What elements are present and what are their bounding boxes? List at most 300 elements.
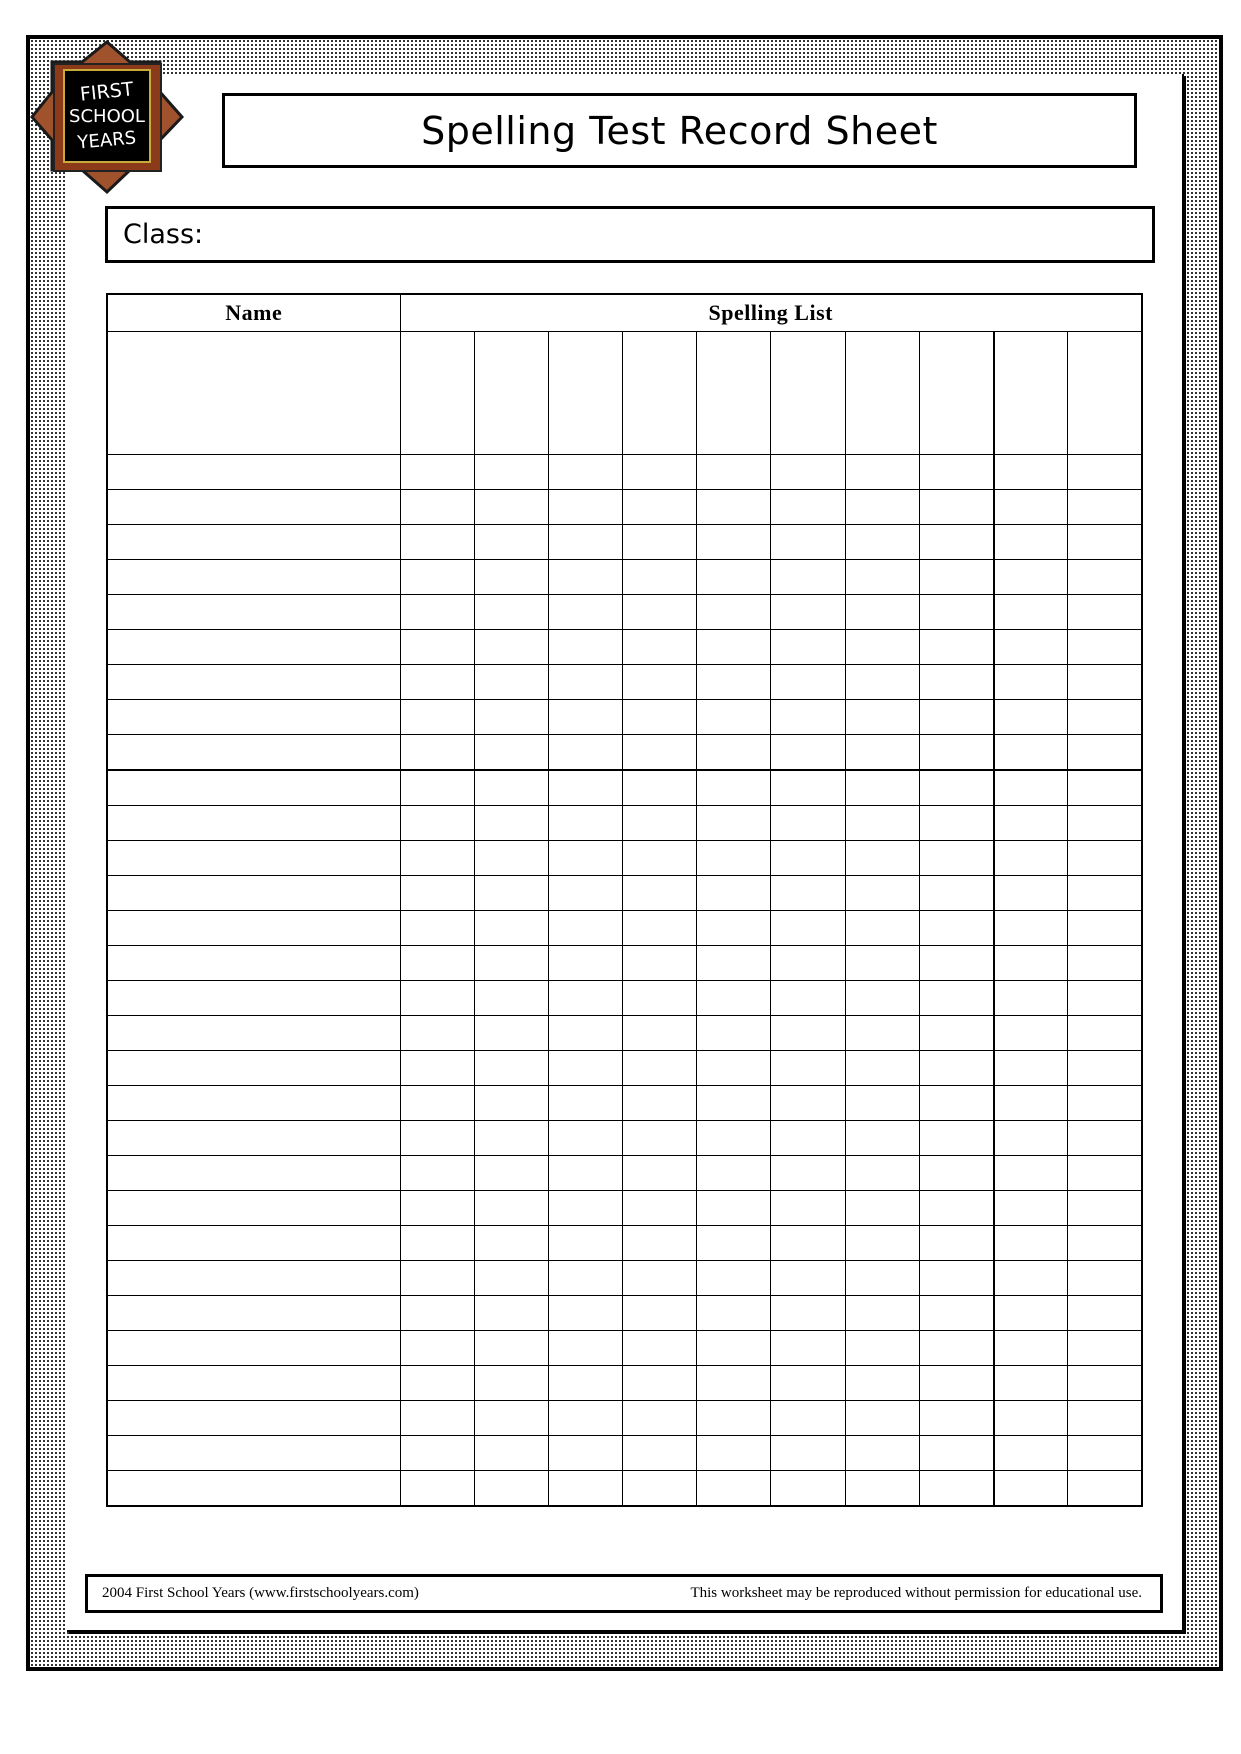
score-cell[interactable]	[919, 490, 993, 525]
score-cell[interactable]	[400, 1226, 474, 1261]
score-cell[interactable]	[771, 630, 845, 665]
word-heading-cell[interactable]	[400, 332, 474, 455]
score-cell[interactable]	[771, 735, 845, 771]
score-cell[interactable]	[994, 525, 1068, 560]
score-cell[interactable]	[994, 1191, 1068, 1226]
score-cell[interactable]	[474, 841, 548, 876]
score-cell[interactable]	[548, 665, 622, 700]
score-cell[interactable]	[474, 455, 548, 490]
student-name-cell[interactable]	[107, 841, 400, 876]
score-cell[interactable]	[697, 490, 771, 525]
score-cell[interactable]	[994, 806, 1068, 841]
student-name-cell[interactable]	[107, 770, 400, 806]
score-cell[interactable]	[919, 1331, 993, 1366]
score-cell[interactable]	[474, 630, 548, 665]
score-cell[interactable]	[994, 560, 1068, 595]
score-cell[interactable]	[474, 1156, 548, 1191]
score-cell[interactable]	[474, 981, 548, 1016]
student-name-cell[interactable]	[107, 455, 400, 490]
score-cell[interactable]	[1068, 1016, 1142, 1051]
score-cell[interactable]	[1068, 1226, 1142, 1261]
score-cell[interactable]	[919, 665, 993, 700]
score-cell[interactable]	[771, 876, 845, 911]
score-cell[interactable]	[400, 981, 474, 1016]
score-cell[interactable]	[697, 665, 771, 700]
student-name-cell[interactable]	[107, 1086, 400, 1121]
score-cell[interactable]	[1068, 1191, 1142, 1226]
score-cell[interactable]	[771, 1016, 845, 1051]
score-cell[interactable]	[623, 1016, 697, 1051]
student-name-cell[interactable]	[107, 876, 400, 911]
score-cell[interactable]	[474, 1191, 548, 1226]
score-cell[interactable]	[548, 1296, 622, 1331]
score-cell[interactable]	[623, 1156, 697, 1191]
word-heading-cell[interactable]	[623, 332, 697, 455]
score-cell[interactable]	[697, 876, 771, 911]
score-cell[interactable]	[919, 1121, 993, 1156]
score-cell[interactable]	[1068, 806, 1142, 841]
score-cell[interactable]	[548, 1331, 622, 1366]
student-name-cell[interactable]	[107, 665, 400, 700]
score-cell[interactable]	[845, 1016, 919, 1051]
score-cell[interactable]	[1068, 700, 1142, 735]
word-heading-cell[interactable]	[845, 332, 919, 455]
score-cell[interactable]	[697, 841, 771, 876]
score-cell[interactable]	[697, 700, 771, 735]
word-heading-name-cell[interactable]	[107, 332, 400, 455]
score-cell[interactable]	[697, 525, 771, 560]
student-name-cell[interactable]	[107, 1156, 400, 1191]
score-cell[interactable]	[474, 665, 548, 700]
score-cell[interactable]	[474, 1366, 548, 1401]
score-cell[interactable]	[919, 735, 993, 771]
score-cell[interactable]	[1068, 841, 1142, 876]
score-cell[interactable]	[474, 490, 548, 525]
score-cell[interactable]	[919, 1436, 993, 1471]
score-cell[interactable]	[845, 595, 919, 630]
score-cell[interactable]	[548, 770, 622, 806]
student-name-cell[interactable]	[107, 981, 400, 1016]
word-heading-cell[interactable]	[1068, 332, 1142, 455]
student-name-cell[interactable]	[107, 1191, 400, 1226]
score-cell[interactable]	[994, 1436, 1068, 1471]
score-cell[interactable]	[623, 946, 697, 981]
score-cell[interactable]	[623, 595, 697, 630]
score-cell[interactable]	[474, 876, 548, 911]
score-cell[interactable]	[697, 1471, 771, 1507]
score-cell[interactable]	[919, 981, 993, 1016]
score-cell[interactable]	[771, 1401, 845, 1436]
student-name-cell[interactable]	[107, 595, 400, 630]
class-field[interactable]	[105, 206, 1155, 263]
score-cell[interactable]	[994, 911, 1068, 946]
score-cell[interactable]	[548, 1471, 622, 1507]
score-cell[interactable]	[697, 595, 771, 630]
score-cell[interactable]	[919, 595, 993, 630]
score-cell[interactable]	[919, 946, 993, 981]
score-cell[interactable]	[548, 946, 622, 981]
score-cell[interactable]	[400, 1401, 474, 1436]
score-cell[interactable]	[548, 1016, 622, 1051]
score-cell[interactable]	[1068, 1401, 1142, 1436]
score-cell[interactable]	[400, 1436, 474, 1471]
score-cell[interactable]	[697, 1016, 771, 1051]
score-cell[interactable]	[771, 595, 845, 630]
score-cell[interactable]	[771, 770, 845, 806]
student-name-cell[interactable]	[107, 1366, 400, 1401]
score-cell[interactable]	[548, 1366, 622, 1401]
score-cell[interactable]	[400, 560, 474, 595]
score-cell[interactable]	[474, 1471, 548, 1507]
score-cell[interactable]	[1068, 735, 1142, 771]
score-cell[interactable]	[474, 1436, 548, 1471]
score-cell[interactable]	[1068, 770, 1142, 806]
score-cell[interactable]	[1068, 1471, 1142, 1507]
score-cell[interactable]	[400, 595, 474, 630]
word-heading-cell[interactable]	[919, 332, 993, 455]
score-cell[interactable]	[474, 525, 548, 560]
score-cell[interactable]	[845, 1191, 919, 1226]
score-cell[interactable]	[919, 1051, 993, 1086]
score-cell[interactable]	[623, 841, 697, 876]
score-cell[interactable]	[400, 770, 474, 806]
score-cell[interactable]	[400, 1331, 474, 1366]
score-cell[interactable]	[1068, 911, 1142, 946]
score-cell[interactable]	[697, 1296, 771, 1331]
score-cell[interactable]	[400, 1121, 474, 1156]
score-cell[interactable]	[548, 630, 622, 665]
score-cell[interactable]	[697, 911, 771, 946]
score-cell[interactable]	[994, 455, 1068, 490]
score-cell[interactable]	[994, 1366, 1068, 1401]
score-cell[interactable]	[845, 1401, 919, 1436]
score-cell[interactable]	[919, 1156, 993, 1191]
score-cell[interactable]	[919, 1261, 993, 1296]
score-cell[interactable]	[400, 876, 474, 911]
score-cell[interactable]	[845, 876, 919, 911]
score-cell[interactable]	[697, 1401, 771, 1436]
score-cell[interactable]	[400, 806, 474, 841]
score-cell[interactable]	[400, 1051, 474, 1086]
score-cell[interactable]	[994, 630, 1068, 665]
score-cell[interactable]	[548, 1156, 622, 1191]
score-cell[interactable]	[919, 560, 993, 595]
score-cell[interactable]	[400, 1471, 474, 1507]
score-cell[interactable]	[474, 1261, 548, 1296]
score-cell[interactable]	[697, 1366, 771, 1401]
score-cell[interactable]	[697, 1156, 771, 1191]
score-cell[interactable]	[623, 1331, 697, 1366]
score-cell[interactable]	[771, 1331, 845, 1366]
score-cell[interactable]	[845, 455, 919, 490]
score-cell[interactable]	[771, 700, 845, 735]
score-cell[interactable]	[697, 1051, 771, 1086]
score-cell[interactable]	[474, 946, 548, 981]
score-cell[interactable]	[845, 525, 919, 560]
student-name-cell[interactable]	[107, 700, 400, 735]
score-cell[interactable]	[994, 981, 1068, 1016]
score-cell[interactable]	[1068, 876, 1142, 911]
student-name-cell[interactable]	[107, 1331, 400, 1366]
score-cell[interactable]	[548, 490, 622, 525]
score-cell[interactable]	[548, 525, 622, 560]
score-cell[interactable]	[1068, 1296, 1142, 1331]
score-cell[interactable]	[623, 1121, 697, 1156]
score-cell[interactable]	[771, 981, 845, 1016]
score-cell[interactable]	[771, 1366, 845, 1401]
score-cell[interactable]	[994, 1401, 1068, 1436]
student-name-cell[interactable]	[107, 735, 400, 771]
score-cell[interactable]	[1068, 1156, 1142, 1191]
score-cell[interactable]	[400, 1261, 474, 1296]
score-cell[interactable]	[548, 560, 622, 595]
score-cell[interactable]	[474, 1121, 548, 1156]
score-cell[interactable]	[845, 665, 919, 700]
score-cell[interactable]	[1068, 946, 1142, 981]
score-cell[interactable]	[623, 1261, 697, 1296]
score-cell[interactable]	[845, 1436, 919, 1471]
score-cell[interactable]	[919, 700, 993, 735]
score-cell[interactable]	[400, 911, 474, 946]
score-cell[interactable]	[400, 1296, 474, 1331]
student-name-cell[interactable]	[107, 560, 400, 595]
score-cell[interactable]	[771, 1471, 845, 1507]
word-heading-cell[interactable]	[771, 332, 845, 455]
score-cell[interactable]	[697, 560, 771, 595]
score-cell[interactable]	[400, 700, 474, 735]
score-cell[interactable]	[697, 946, 771, 981]
score-cell[interactable]	[400, 735, 474, 771]
score-cell[interactable]	[771, 525, 845, 560]
score-cell[interactable]	[845, 490, 919, 525]
score-cell[interactable]	[548, 1261, 622, 1296]
score-cell[interactable]	[1068, 1051, 1142, 1086]
score-cell[interactable]	[623, 981, 697, 1016]
score-cell[interactable]	[623, 911, 697, 946]
score-cell[interactable]	[623, 806, 697, 841]
score-cell[interactable]	[919, 770, 993, 806]
score-cell[interactable]	[845, 560, 919, 595]
score-cell[interactable]	[771, 1226, 845, 1261]
score-cell[interactable]	[697, 1191, 771, 1226]
score-cell[interactable]	[548, 700, 622, 735]
student-name-cell[interactable]	[107, 1016, 400, 1051]
score-cell[interactable]	[994, 595, 1068, 630]
student-name-cell[interactable]	[107, 1401, 400, 1436]
score-cell[interactable]	[623, 630, 697, 665]
word-heading-cell[interactable]	[994, 332, 1068, 455]
score-cell[interactable]	[771, 1436, 845, 1471]
score-cell[interactable]	[919, 1366, 993, 1401]
score-cell[interactable]	[994, 1226, 1068, 1261]
score-cell[interactable]	[994, 1331, 1068, 1366]
score-cell[interactable]	[845, 1261, 919, 1296]
student-name-cell[interactable]	[107, 946, 400, 981]
student-name-cell[interactable]	[107, 525, 400, 560]
score-cell[interactable]	[919, 1191, 993, 1226]
score-cell[interactable]	[474, 560, 548, 595]
score-cell[interactable]	[474, 770, 548, 806]
score-cell[interactable]	[771, 841, 845, 876]
score-cell[interactable]	[623, 1436, 697, 1471]
score-cell[interactable]	[474, 735, 548, 771]
score-cell[interactable]	[474, 700, 548, 735]
score-cell[interactable]	[845, 1051, 919, 1086]
score-cell[interactable]	[548, 455, 622, 490]
score-cell[interactable]	[919, 1401, 993, 1436]
score-cell[interactable]	[548, 841, 622, 876]
score-cell[interactable]	[919, 841, 993, 876]
score-cell[interactable]	[994, 1016, 1068, 1051]
score-cell[interactable]	[994, 841, 1068, 876]
score-cell[interactable]	[771, 665, 845, 700]
score-cell[interactable]	[1068, 1436, 1142, 1471]
score-cell[interactable]	[474, 806, 548, 841]
score-cell[interactable]	[623, 1226, 697, 1261]
score-cell[interactable]	[623, 1086, 697, 1121]
score-cell[interactable]	[1068, 665, 1142, 700]
score-cell[interactable]	[994, 946, 1068, 981]
score-cell[interactable]	[697, 455, 771, 490]
student-name-cell[interactable]	[107, 1471, 400, 1507]
score-cell[interactable]	[697, 1226, 771, 1261]
score-cell[interactable]	[771, 806, 845, 841]
score-cell[interactable]	[771, 1086, 845, 1121]
score-cell[interactable]	[697, 630, 771, 665]
score-cell[interactable]	[919, 1016, 993, 1051]
score-cell[interactable]	[919, 1226, 993, 1261]
score-cell[interactable]	[1068, 981, 1142, 1016]
score-cell[interactable]	[400, 841, 474, 876]
score-cell[interactable]	[548, 1121, 622, 1156]
score-cell[interactable]	[697, 1086, 771, 1121]
score-cell[interactable]	[994, 1051, 1068, 1086]
score-cell[interactable]	[771, 1121, 845, 1156]
score-cell[interactable]	[400, 1191, 474, 1226]
score-cell[interactable]	[1068, 1086, 1142, 1121]
score-cell[interactable]	[919, 876, 993, 911]
score-cell[interactable]	[400, 665, 474, 700]
score-cell[interactable]	[771, 911, 845, 946]
score-cell[interactable]	[623, 560, 697, 595]
score-cell[interactable]	[1068, 1366, 1142, 1401]
score-cell[interactable]	[994, 1471, 1068, 1507]
score-cell[interactable]	[623, 735, 697, 771]
score-cell[interactable]	[1068, 490, 1142, 525]
score-cell[interactable]	[400, 1156, 474, 1191]
score-cell[interactable]	[697, 1331, 771, 1366]
score-cell[interactable]	[697, 1121, 771, 1156]
score-cell[interactable]	[1068, 1261, 1142, 1296]
score-cell[interactable]	[919, 1296, 993, 1331]
score-cell[interactable]	[623, 1401, 697, 1436]
score-cell[interactable]	[845, 1086, 919, 1121]
score-cell[interactable]	[845, 1471, 919, 1507]
score-cell[interactable]	[548, 806, 622, 841]
score-cell[interactable]	[919, 630, 993, 665]
score-cell[interactable]	[623, 770, 697, 806]
score-cell[interactable]	[994, 490, 1068, 525]
student-name-cell[interactable]	[107, 630, 400, 665]
score-cell[interactable]	[623, 455, 697, 490]
score-cell[interactable]	[400, 946, 474, 981]
score-cell[interactable]	[994, 770, 1068, 806]
score-cell[interactable]	[994, 876, 1068, 911]
score-cell[interactable]	[919, 911, 993, 946]
score-cell[interactable]	[845, 770, 919, 806]
score-cell[interactable]	[474, 1086, 548, 1121]
score-cell[interactable]	[845, 735, 919, 771]
score-cell[interactable]	[919, 525, 993, 560]
score-cell[interactable]	[697, 735, 771, 771]
score-cell[interactable]	[697, 1436, 771, 1471]
score-cell[interactable]	[623, 1366, 697, 1401]
score-cell[interactable]	[548, 981, 622, 1016]
score-cell[interactable]	[845, 1121, 919, 1156]
student-name-cell[interactable]	[107, 490, 400, 525]
score-cell[interactable]	[623, 1296, 697, 1331]
score-cell[interactable]	[400, 630, 474, 665]
score-cell[interactable]	[771, 1156, 845, 1191]
score-cell[interactable]	[994, 1086, 1068, 1121]
score-cell[interactable]	[400, 455, 474, 490]
student-name-cell[interactable]	[107, 1226, 400, 1261]
score-cell[interactable]	[623, 700, 697, 735]
score-cell[interactable]	[697, 806, 771, 841]
score-cell[interactable]	[474, 1226, 548, 1261]
score-cell[interactable]	[623, 1191, 697, 1226]
word-heading-cell[interactable]	[697, 332, 771, 455]
score-cell[interactable]	[548, 1086, 622, 1121]
score-cell[interactable]	[771, 946, 845, 981]
score-cell[interactable]	[548, 595, 622, 630]
score-cell[interactable]	[623, 1471, 697, 1507]
score-cell[interactable]	[400, 490, 474, 525]
score-cell[interactable]	[994, 1156, 1068, 1191]
score-cell[interactable]	[474, 1331, 548, 1366]
score-cell[interactable]	[623, 490, 697, 525]
score-cell[interactable]	[1068, 455, 1142, 490]
student-name-cell[interactable]	[107, 1261, 400, 1296]
score-cell[interactable]	[919, 1086, 993, 1121]
score-cell[interactable]	[1068, 630, 1142, 665]
word-heading-cell[interactable]	[548, 332, 622, 455]
student-name-cell[interactable]	[107, 1436, 400, 1471]
score-cell[interactable]	[845, 946, 919, 981]
score-cell[interactable]	[845, 1296, 919, 1331]
score-cell[interactable]	[548, 735, 622, 771]
score-cell[interactable]	[474, 1401, 548, 1436]
score-cell[interactable]	[548, 1436, 622, 1471]
score-cell[interactable]	[845, 1156, 919, 1191]
score-cell[interactable]	[771, 560, 845, 595]
score-cell[interactable]	[1068, 1121, 1142, 1156]
score-cell[interactable]	[919, 455, 993, 490]
score-cell[interactable]	[474, 1016, 548, 1051]
score-cell[interactable]	[623, 876, 697, 911]
score-cell[interactable]	[548, 1051, 622, 1086]
score-cell[interactable]	[845, 1226, 919, 1261]
score-cell[interactable]	[771, 1261, 845, 1296]
score-cell[interactable]	[771, 490, 845, 525]
score-cell[interactable]	[771, 1296, 845, 1331]
score-cell[interactable]	[548, 1226, 622, 1261]
score-cell[interactable]	[771, 1191, 845, 1226]
student-name-cell[interactable]	[107, 911, 400, 946]
score-cell[interactable]	[697, 770, 771, 806]
score-cell[interactable]	[400, 525, 474, 560]
score-cell[interactable]	[474, 595, 548, 630]
